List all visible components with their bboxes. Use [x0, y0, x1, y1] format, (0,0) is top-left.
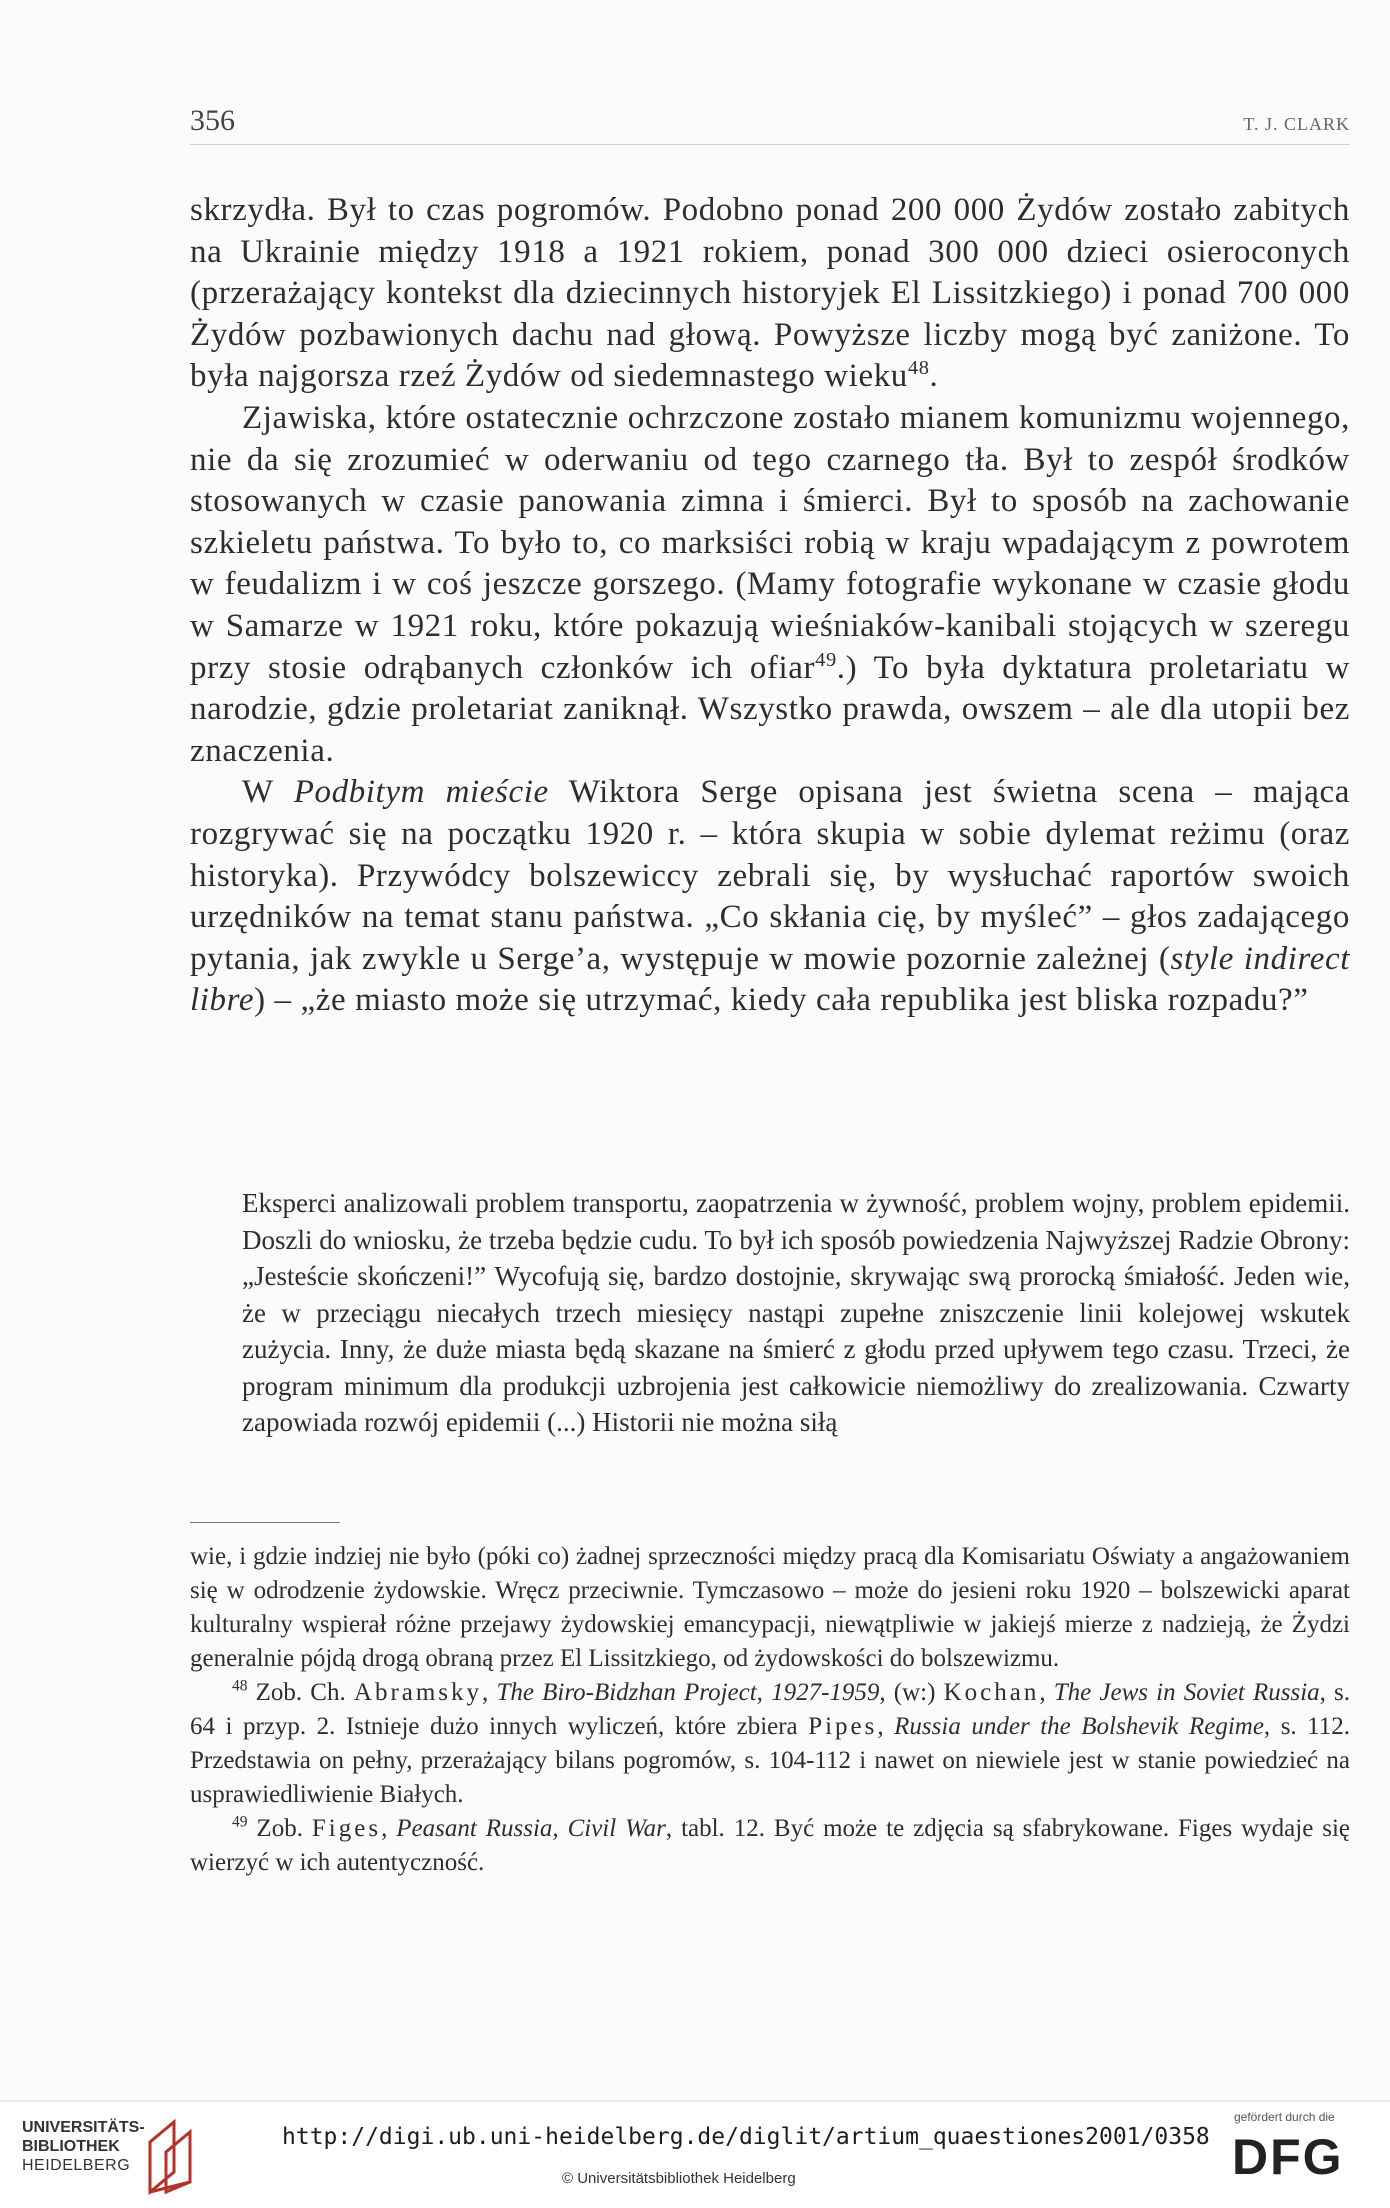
footnote-continuation: wie, i gdzie indziej nie było (póki co) żadnej sprzeczności między pracą dla Komisariatu Oświaty a angażowaniem się w odrodzenie żydowskie. Wręcz przeciwnie. Tymczasowo – może do jesieni roku 1920 – bolszewicki aparat kulturalny wspierał różne przejawy żydowskiej emancypacji, niewątpliwie w jakiejś mierze z nadzieją, że Żydzi generalnie pójdą drogą obraną przez El Lissitzkiego, od żydowskości do bolszewizmu.: [190, 1543, 1350, 1672]
cited-title: Peasant Russia, Civil War: [396, 1815, 666, 1842]
footnote-text: , s. 112. Przedstawia on pełny, przerażający bilans pogromów, s. 104-112 i nawet on niewiele jest w stanie powiedzieć na usprawiedliwienie Białych.: [190, 1713, 1351, 1808]
cited-title: Russia under the Bolshevik Regime: [894, 1713, 1264, 1740]
footnote-number: 48: [232, 1677, 248, 1695]
footnote-ref-48: 48: [907, 357, 930, 380]
footnote-text: Zob. Ch.: [247, 1679, 354, 1706]
library-name-line: BIBLIOTHEK: [22, 2138, 120, 2155]
dfg-logo: DFG: [1232, 2129, 1344, 2185]
running-head: T. J. CLARK: [1243, 114, 1350, 134]
block-quote-text: Eksperci analizowali problem transportu, zaopatrzenia w żywność, problem wojny, problem epidemii. Doszli do wniosku, że trzeba będzie cudu. To był ich sposób powiedzenia Najwyższej Radzie Obrony: „Jesteście skończeni!” Wycofują się, bardzo dostojnie, skrywając swą prorocką śmiałość. Jeden wie, że w przeciągu niecałych trzech miesięcy nastąpi zupełne zniszczenie linii kolejowej wskutek zużycia. Inny, że duże miasta będą skazane na śmierć z głodu przed upływem tego czasu. Trzeci, że program minimum dla produkcji uzbrojenia jest całkowicie niemożliwy do zrealizowania. Czwarty zapowiada rozwój epidemii (...) Historii nie można siłą: [242, 1188, 1350, 1437]
paragraph-2: [190, 398, 1350, 772]
paragraph-1: [190, 190, 1350, 398]
footnote-text: , tabl. 12. Być może te zdjęcia są sfabrykowane. Figes wydaje się wierzyć w ich autentyczność.: [190, 1815, 1351, 1876]
copyright-notice: © Universitätsbibliothek Heidelberg: [562, 2170, 796, 2187]
footnote-text: ,: [1039, 1679, 1054, 1706]
paragraph-3-end: ) – „że miasto może się utrzymać, kiedy cała republika jest bliska rozpadu?”: [254, 982, 1309, 1019]
library-name: [22, 2118, 145, 2175]
library-name-line: UNIVERSITÄTS-: [22, 2119, 145, 2136]
cited-title: The Biro-Bidzhan Project, 1927-1959: [496, 1679, 880, 1706]
footnote-text: ,: [877, 1713, 895, 1740]
footnote-text: , (w:): [879, 1679, 944, 1706]
author-name: Pipes: [808, 1713, 878, 1740]
footnote-text: ,: [482, 1679, 497, 1706]
digitization-footer: [0, 2100, 1390, 2208]
author-name: Figes: [311, 1815, 382, 1842]
block-quote: [242, 1185, 1350, 1441]
paragraph-2-end: .) To była dyktatura proletariatu w narodzie, gdzie proletariat zaniknął. Wszystko prawda, owszem – ale dla utopii bez znaczenia.: [190, 649, 1350, 769]
footnote-number: 49: [232, 1813, 248, 1831]
footnote-text: Zob.: [247, 1815, 312, 1842]
author-name: Kochan: [943, 1679, 1040, 1706]
paragraph-1-text: skrzydła. Był to czas pogromów. Podobno ponad 200 000 Żydów zostało zabitych na Ukrainie między 1918 a 1921 rokiem, ponad 300 000 dzieci osieroconych (przerażający kontekst dla dziecinnych historyjek El Lissitzkiego) i ponad 700 000 Żydów pozbawionych dachu nad głową. Powyższe liczby mogą być zaniżone. To była najgorsza rzeź Żydów od siedemnastego wieku: [190, 192, 1350, 395]
footnote-text: , s. 64 i przyp. 2. Istnieje dużo innych wyliczeń, które zbiera: [190, 1679, 1351, 1740]
footnotes: [190, 1540, 1350, 1880]
author-name: Abramsky: [353, 1679, 483, 1706]
paragraph-3-text: Wiktora Serge opisana jest świetna scena – mająca rozgrywać się na początku 1920 r. – która skupia w sobie dylemat reżimu (oraz historyka). Przywódcy bolszewiccy zebrali się, by wysłuchać raportów swoich urzędników na temat stanu państwa. „Co skłania cię, by myśleć” – głos zadającego pytania, jak zwykle u Serge’a, występuje w mowie pozornie zależnej (: [190, 774, 1350, 977]
paragraph-2-text: Zjawiska, które ostatecznie ochrzczone zostało mianem komunizmu wojennego, nie da się zrozumieć w oderwaniu od tego czarnego tła. Był to zespół środków stosowanych w czasie panowania zimna i śmierci. Był to sposób na zachowanie szkieletu państwa. To było to, co marksiści robią w kraju wpadającym z powrotem w feudalizm i w coś jeszcze gorszego. (Mamy fotografie wykonane w czasie głodu w Samarze w 1921 roku, które pokazują wieśniaków-kanibali stojących w szeregu przy stosie odrąbanych członków ich ofiar: [190, 399, 1350, 686]
paragraph-3: [190, 772, 1350, 1022]
book-title: Podbitym mieście: [293, 774, 549, 811]
page-number: 356: [190, 104, 235, 137]
library-logo-icon: [144, 2112, 200, 2196]
paragraph-3-start: W: [242, 774, 294, 811]
paragraph-1-end: .: [929, 358, 939, 395]
funding-caption: gefördert durch die: [1234, 2110, 1335, 2124]
italic-term: style indirect libre: [190, 940, 1350, 1019]
source-url-link[interactable]: http://digi.ub.uni-heidelberg.de/diglit/artium_quaestiones2001/0358: [282, 2124, 1210, 2150]
footnote-48: [190, 1676, 1350, 1812]
library-name-line: HEIDELBERG: [22, 2157, 131, 2174]
cited-title: The Jews in Soviet Russia: [1053, 1679, 1320, 1706]
body-text: [190, 190, 1350, 1022]
footnote-ref-49: 49: [815, 648, 837, 671]
footnote-49: [190, 1812, 1350, 1880]
page-header: [190, 104, 1350, 145]
footnote-text: ,: [381, 1815, 397, 1842]
footnote-divider: [190, 1522, 340, 1523]
